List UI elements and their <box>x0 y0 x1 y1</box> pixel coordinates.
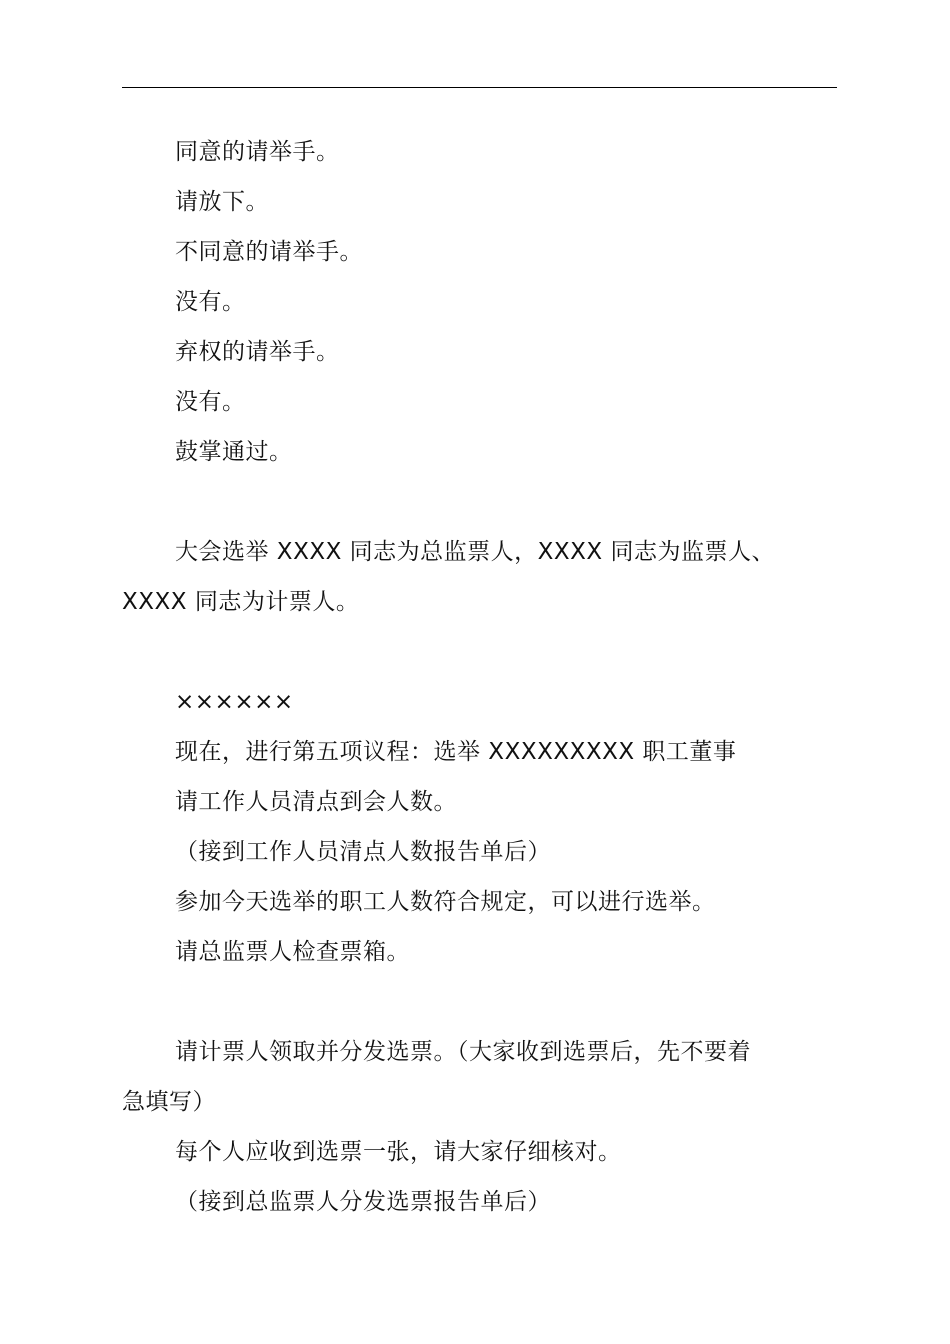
text-line: 没有。 <box>175 389 246 415</box>
text-line: 弃权的请举手。 <box>175 339 340 365</box>
paragraph-line: 请计票人领取并分发选票。（大家收到选票后，先不要着 <box>175 1039 751 1065</box>
header-rule <box>122 87 837 88</box>
text-line: （接到总监票人分发选票报告单后） <box>175 1189 551 1215</box>
text-line: 现在，进行第五项议程：选举 XXXXXXXXX 职工董事 <box>175 739 737 765</box>
paragraph-line: 大会选举 XXXX 同志为总监票人，XXXX 同志为监票人、 <box>175 539 775 565</box>
text-line: （接到工作人员清点人数报告单后） <box>175 839 551 865</box>
text-line: 请工作人员清点到会人数。 <box>175 789 457 815</box>
paragraph-line-continued: XXXX 同志为计票人。 <box>122 589 360 615</box>
text-line: 请总监票人检查票箱。 <box>175 939 410 965</box>
text-line: 没有。 <box>175 289 246 315</box>
text-line: 鼓掌通过。 <box>175 439 293 465</box>
text-line: 参加今天选举的职工人数符合规定，可以进行选举。 <box>175 889 716 915</box>
text-line: 同意的请举手。 <box>175 139 340 165</box>
blank-line <box>122 977 837 1027</box>
section-marker: ×××××× <box>175 689 294 715</box>
blank-line <box>122 477 837 527</box>
paragraph-line-continued: 急填写） <box>122 1089 216 1115</box>
document-body <box>122 127 837 1227</box>
text-line: 每个人应收到选票一张，请大家仔细核对。 <box>175 1139 622 1165</box>
text-line: 不同意的请举手。 <box>175 239 363 265</box>
text-line: 请放下。 <box>175 189 269 215</box>
blank-line <box>122 627 837 677</box>
